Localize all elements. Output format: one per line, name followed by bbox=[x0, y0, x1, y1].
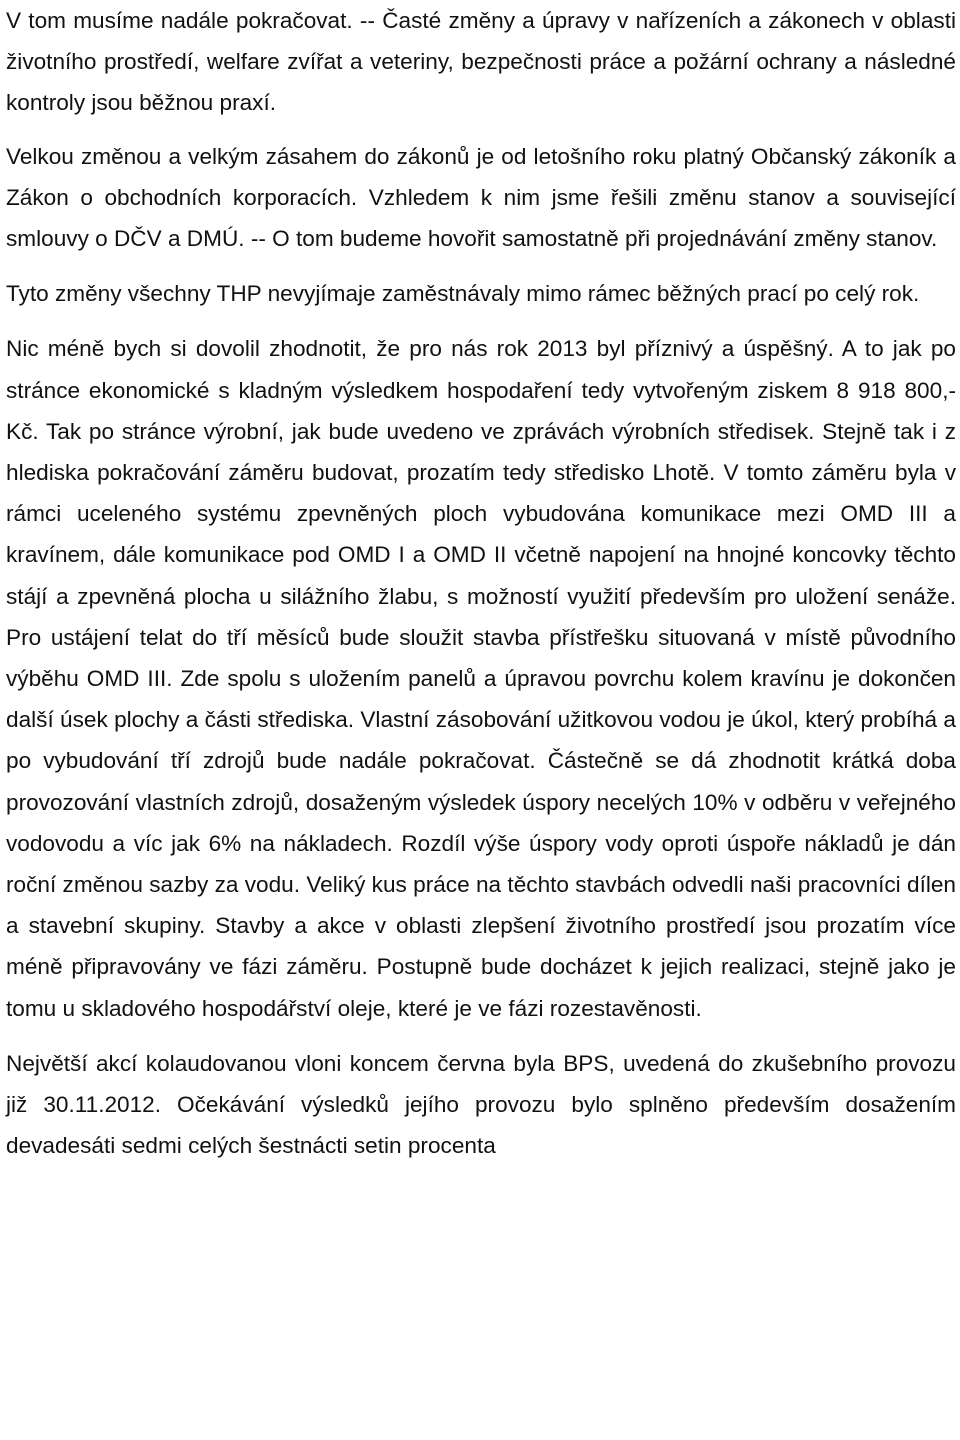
paragraph-year-evaluation: Nic méně bych si dovolil zhodnotit, že pro nás rok 2013 byl příznivý a úspěšný. A to jak po stránce ekonomické s kladným výsledkem hospodaření tedy vytvořeným ziskem 8 918 800,- Kč. Tak po stránce výrobní, jak bude uvedeno ve zprávách výrobních středisek. Stejně tak i z hlediska pokračování záměru budovat, prozatím tedy středisko Lhotě. V tomto záměru byla v rámci uceleného systému zpevněných ploch vybudována komunikace mezi OMD III a kravínem, dále komunikace pod OMD I a OMD II včetně napojení na hnojné koncovky těchto stájí a zpevněná plocha u silážního žlabu, s možností využití především pro uložení senáže. Pro ustájení telat do tří měsíců bude sloužit stavba přístřešku situovaná v místě původního výběhu OMD III. Zde spolu s uložením panelů a úpravou povrchu kolem kravínu je dokončen další úsek plochy a části střediska. Vlastní zásobování užitkovou vodou je úkol, který probíhá a po vybudování tří zdrojů bude nadále pokračovat. Částečně se dá zhodnotit krátká doba provozování vlastních zdrojů, dosaženým výsledek úspory necelých 10% v odběru v veřejného vodovodu a víc jak 6% na nákladech. Rozdíl výše úspory vody oproti úspoře nákladů je dán roční změnou sazby za vodu. Veliký kus práce na těchto stavbách odvedli naši pracovníci dílen a stavební skupiny. Stavby a akce v oblasti zlepšení životního prostředí jsou prozatím více méně připravovány ve fázi záměru. Postupně bude docházet k jejich realizaci, stejně jako je tomu u skladového hospodářství oleje, které je ve fázi rozestavěnosti. bbox=[6, 336, 956, 1021]
document-page bbox=[6, 0, 956, 1166]
paragraph-bps: Největší akcí kolaudovanou vloni koncem června byla BPS, uvedená do zkušebního provozu již 30.11.2012. Očekávání výsledků jejího provozu bylo splněno především dosažením devadesáti sedmi celých šestnácti setin procenta bbox=[6, 1050, 956, 1159]
paragraph-continuation: V tom musíme nadále pokračovat. -- Časté změny a úpravy v nařízeních a zákonech v oblasti životního prostředí, welfare zvířat a veteriny, bezpečnosti práce a požární ochrany a následné kontroly jsou běžnou praxí. bbox=[6, 8, 956, 116]
paragraph-civil-code: Velkou změnou a velkým zásahem do zákonů je od letošního roku platný Občanský zákoník a Zákon o obchodních korporacích. Vzhledem k nim jsme řešili změnu stanov a související smlouvy o DČV a DMÚ. -- O tom budeme hovořit samostatně při projednávání změny stanov. bbox=[6, 143, 956, 252]
paragraph-thp-changes: Tyto změny všechny THP nevyjímaje zaměstnávaly mimo rámec běžných prací po celý rok. bbox=[6, 281, 920, 307]
